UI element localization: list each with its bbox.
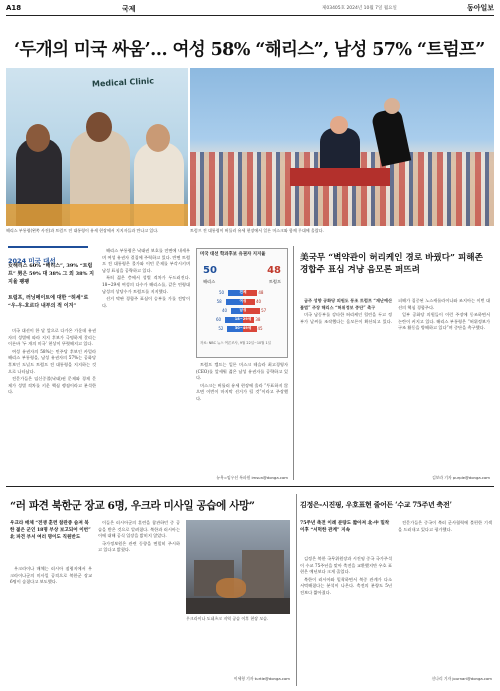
clinic-sign: Medical Clinic	[91, 76, 155, 89]
photo-airstrike	[186, 520, 290, 614]
paragraph: 이들은 러시아군의 훈련을 참관하던 중 공습을 받은 것으로 알려졌다. 북한과 러시아는 이에 대해 공식 입장을 밝히지 않았다.	[98, 520, 180, 539]
photo-harris	[6, 68, 188, 226]
bar-category-label: 18~29세	[234, 317, 252, 321]
intro-summary: 트럼프, 러닝메이트에 대한 “허세”로 “우-우-호르다 내부의 적 이겨”	[8, 295, 89, 309]
page-header	[6, 3, 494, 15]
bar-value-trump: 38	[255, 316, 261, 322]
main-headline: ‘두개의 미국 싸움’… 여성 58% “해리스”, 남성 57% “트럼프”	[14, 40, 485, 60]
lower-right-col-2	[398, 520, 492, 670]
bar-value-harris: 60	[216, 316, 222, 322]
bar-value-harris: 52	[218, 325, 224, 331]
lower-right-sub: 75주년 축전 이례 분량도 짧아져 北-中 밀착이후 “서먹한 관계” 지속	[300, 521, 390, 533]
bar-value-trump: 40	[256, 298, 262, 304]
bar-category-label: 남성	[239, 308, 247, 312]
bar-category-label: 전체	[239, 290, 247, 294]
paragraph: 금주 성향 공화당 의원도 동조 트럼프 “재난예산 불법” 주장 해리스 “허위정보 중단” 촉구	[300, 298, 393, 310]
lower-left-photo-caption: 우크라이나 도네츠크 지역 공습 이후 현장 모습.	[186, 616, 269, 621]
sidebar-byline: 김보라 기자 purple@donga.com	[432, 475, 490, 480]
paragraph: 김정은 북한 국무위원장과 시진핑 중국 국가주석이 수교 75주년을 맞아 축전을 교환했지만 우호 표현은 예년보다 크게 줄었다.	[300, 556, 392, 575]
paragraph: 미국 대선이 한 달 앞으로 다가온 가운데 유권자의 성별에 따라 지지 후보가 극명하게 갈리는 이른바 ‘두 개의 미국’ 현상이 뚜렷해지고 있다.	[8, 328, 96, 347]
sidebar-headline: 美국무 “벽약관이 허리케인 경로 바꿨다” 피해존 경합주 표심 겨냥 음모론 퍼뜨려	[300, 253, 483, 275]
lower-right-byline: 신나리 기자 journari@donga.com	[431, 676, 492, 681]
paragraph: 선거 막판 경합주 표심이 승부를 가를 전망이다.	[102, 296, 190, 308]
paragraph: 트럼프 캠프는 일론 머스크 테슬라 최고경영자(CEO)를 앞세워 젊은 남성 유권자를 공략하고 있다.	[196, 362, 288, 381]
lower-sidebar-rule	[296, 494, 297, 686]
article-col-1	[8, 328, 96, 481]
bar-category-label: 여성	[239, 299, 247, 303]
header-rule	[6, 15, 494, 16]
paragraph: 국가정보원은 관련 동향을 면밀히 주시하고 있다고 밝혔다.	[98, 540, 180, 553]
paper-name: 동아일보	[466, 3, 494, 12]
paragraph: 머스크는 버틀러 유세 현장에 올라 “투표하지 않으면 이번이 마지막 선거가 될 것”이라고 주장했다.	[196, 382, 288, 401]
poll-chart-box	[196, 248, 288, 358]
paragraph: 특히 젊은 층에서 성별 격차가 두드러진다. 18~29세 여성의 다수가 해리스를, 같은 연령대 남성의 상당수가 트럼프를 지지했다.	[102, 275, 190, 294]
bar-value-trump: 45	[257, 325, 263, 331]
paragraph: 미국 남동부를 강타한 허리케인 헐린을 두고 정부가 날씨를 조작했다는 음모론이 확산되고 있다. 피해가 집중된 노스캐롤라이나와 조지아는 이번 대선의 핵심 경합주다.	[300, 298, 490, 324]
lower-left-sub: 우크라 매체 “전쟁 훈련 참관중 숨져 북한 젊은 군인 18명 부상 보고되어 이번” 北 파견 부서 여러 명이도 직원반도	[10, 521, 91, 540]
paragraph: 여성 유권자의 58%는 민주당 후보인 카멀라 해리스 부통령을, 남성 유권자의 57%는 공화당 후보인 도널드 트럼프 전 대통령을 지지하는 것으로 나타났다.	[8, 348, 96, 374]
paragraph: 전문가들은 중국이 북러 군사협력에 불편한 기색을 드러내고 있다고 평가했다.	[398, 520, 492, 532]
election-badge	[8, 246, 88, 265]
section-divider	[6, 486, 494, 487]
lower-left-headline: “러 파견 북한군 장교 6명, 우크라 미사일 공습에 사망”	[10, 500, 255, 512]
lower-left-byline: 이세형 기자 turtle@donga.com	[233, 676, 290, 681]
election-badge-label: 2024 미국 대선	[8, 257, 56, 265]
chart-left-value: 50	[203, 265, 217, 276]
bar-value-trump: 57	[261, 307, 267, 313]
lead-summary: 女해리스 60% “해리스”, 39% “트럼프” 男은 59% 대 38% 그 외 38% 지지율 팽팽	[8, 263, 94, 285]
article-col-2	[102, 248, 190, 481]
paragraph: 우크라이나 매체는 러시아 점령지에서 우크라이나군의 미사일 공격으로 북한군 장교 6명이 숨졌다고 보도했다.	[10, 566, 92, 585]
article-col-3	[196, 362, 288, 474]
lower-right-headline: 김정은-시진핑, 우호표현 줄어든 ‘수교 75주년 축전’	[300, 500, 452, 509]
bar-value-harris: 40	[222, 307, 228, 313]
chart-right-label: 트럼프	[268, 279, 281, 284]
bar-value-harris: 50	[219, 289, 225, 295]
byline-main: 뉴욕=임우선 특파원 imsun@donga.com	[216, 475, 288, 480]
lower-left-col-2	[98, 520, 180, 684]
chart-right-value: 48	[267, 265, 281, 276]
issue-info: 제03405호 2024년 10월 7일 월요일	[322, 6, 397, 11]
chart-title: 미국 대선 학과후보 유권자 지지율	[200, 252, 266, 257]
bar-value-harris: 58	[216, 298, 222, 304]
page-number: A18	[6, 4, 22, 12]
section-label: 국제	[122, 5, 136, 13]
sidebar-rule	[293, 246, 294, 480]
paragraph: 해리스 부통령은 낙태권 보호를 전면에 내세우며 여성 유권자 결집에 주력하고 있다. 반면 트럼프 전 대통령은 물가와 이민 문제를 부각시키며 남성 표심을 공략하고 있다.	[102, 248, 190, 273]
photo-caption-left: 해리스 부통령(왼쪽 사진)과 트럼프 전 대통령이 유세 현장에서 지지자들과 만나고 있다.	[6, 228, 159, 233]
chart-note: 자료: NBC 뉴스 여론조사, 9월 22일~10월 1일	[200, 341, 271, 345]
photo-trump	[190, 68, 494, 226]
bar-value-trump: 48	[258, 289, 264, 295]
lower-left-col-1	[10, 566, 92, 684]
chart-rows	[201, 289, 285, 335]
bar-category-label: 30~49세	[234, 326, 252, 330]
lower-right-col-1	[300, 556, 392, 684]
sidebar-body	[300, 298, 490, 474]
paragraph: 북한이 러시아와 밀착하면서 북중 관계가 다소 서먹해졌다는 분석이 나온다. 축전의 분량도 5년 전보다 짧아졌다.	[300, 576, 392, 595]
chart-left-label: 해리스	[203, 279, 216, 284]
paragraph: 전문가들은 임신중절(낙태)권 문제와 경제 문제가 성별 격차를 키운 핵심 쟁점이라고 분석한다.	[8, 376, 96, 395]
paragraph: 일부 공화당 의원들이 이런 주장에 동조하면서 논란이 커지고 있다. 해리스 부통령은 “허위정보가 구조 활동을 방해하고 있다”며 중단을 촉구했다.	[398, 312, 490, 331]
photo-caption-right: 트럼프 전 대통령이 버틀러 유세 현장에서 일론 머스크와 함께 무대에 올랐다.	[190, 228, 324, 233]
